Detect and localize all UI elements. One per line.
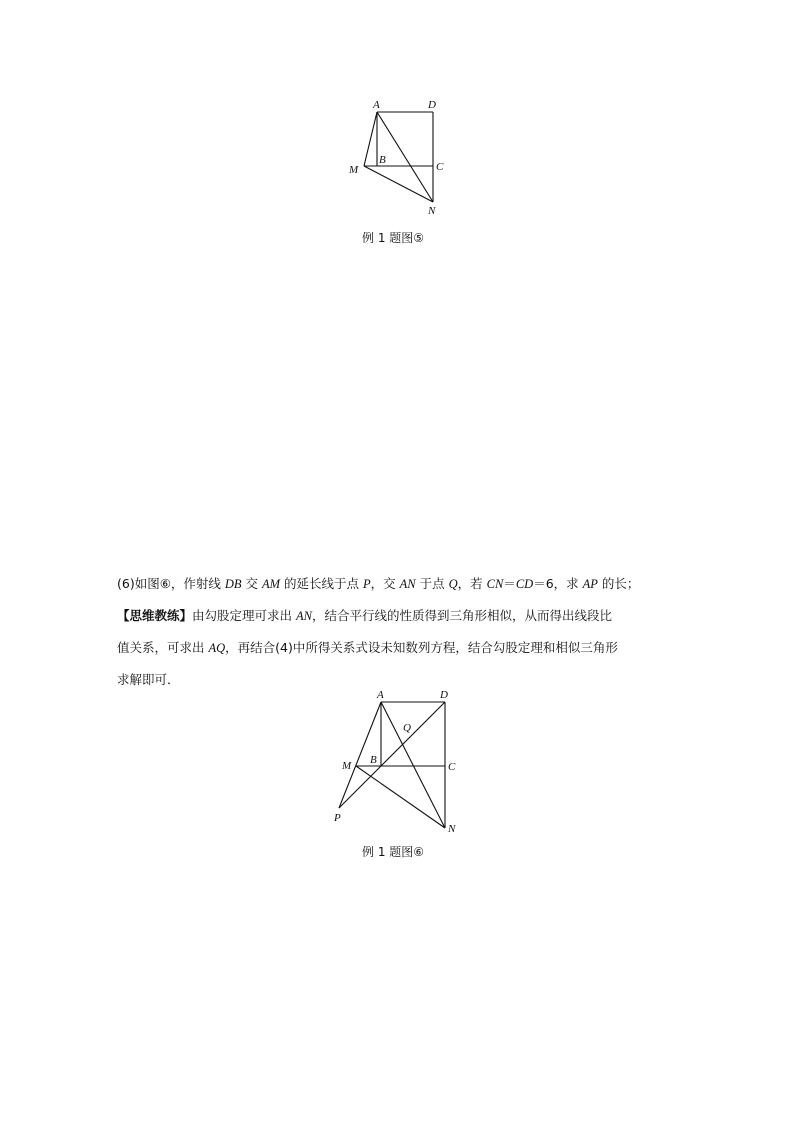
question-text: ，若 [457, 576, 487, 591]
var-an: AN [296, 609, 312, 623]
problem-6-question [117, 568, 677, 600]
var-cd: CD [515, 577, 534, 591]
tip-text: 值关系，可求出 [117, 640, 209, 655]
var-q: Q [448, 577, 458, 591]
var-ap: AP [582, 577, 598, 591]
ray-db [339, 702, 445, 808]
question-text: 的长； [597, 576, 640, 591]
var-aq: AQ [208, 641, 226, 655]
figure-6-caption: 例 1 题图⑥ [362, 845, 425, 859]
point-label-a: A [373, 99, 380, 111]
question-text: ＝ [503, 576, 516, 591]
figure-6-diagram [330, 685, 465, 835]
segment-am [364, 112, 377, 166]
figure-6-svg [330, 685, 465, 835]
tip-text: ，再结合(4)中所得关系式设未知数列方程，结合勾股定理和相似三角形 [225, 640, 618, 655]
tip-line-2 [117, 632, 677, 664]
question-text: (6)如图⑥，作射线 [117, 576, 225, 591]
segment-mn [364, 166, 433, 202]
tip-text: 求解即可． [117, 672, 180, 687]
var-p: P [363, 577, 371, 591]
segment-mn [356, 766, 445, 828]
var-cn: CN [486, 577, 504, 591]
point-label-b: B [379, 154, 386, 166]
point-label-p: P [334, 812, 341, 824]
question-text: 交 [241, 576, 263, 591]
point-label-m: M [349, 164, 359, 176]
point-label-n: N [448, 823, 456, 835]
segment-an [381, 702, 445, 828]
point-label-d: D [440, 689, 448, 701]
figure-5-diagram [340, 95, 460, 220]
point-label-b: B [370, 754, 377, 766]
tip-text: 由勾股定理可求出 [192, 608, 296, 623]
var-an: AN [399, 577, 416, 591]
tip-label: 【思维教练】 [117, 608, 193, 623]
question-text: ＝6，求 [533, 576, 583, 591]
point-label-n: N [428, 205, 436, 217]
figure-5-svg [340, 95, 460, 220]
question-text: 的延长线于点 [280, 576, 364, 591]
var-am: AM [262, 577, 281, 591]
tip-text: ，结合平行线的性质得到三角形相似，从而得出线段比 [311, 608, 612, 623]
point-label-d: D [428, 99, 436, 111]
problem-6-block [117, 568, 677, 695]
question-text: ，交 [370, 576, 400, 591]
tip-line-1 [117, 600, 677, 632]
point-label-a: A [377, 689, 384, 701]
point-label-c: C [436, 161, 444, 173]
point-label-m: M [342, 760, 352, 772]
point-label-q: Q [403, 722, 411, 734]
point-label-c: C [448, 761, 456, 773]
var-db: DB [224, 577, 242, 591]
figure-5-caption: 例 1 题图⑤ [362, 231, 425, 245]
question-text: 于点 [415, 576, 449, 591]
